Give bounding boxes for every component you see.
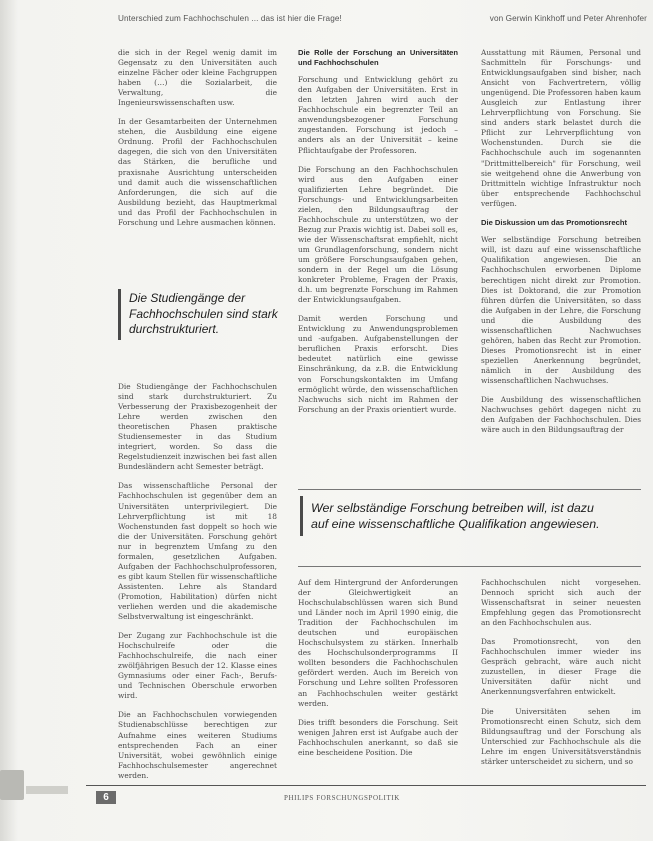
header-title: Unterschied zum Fachhochschulen ... das ist hier die Frage! <box>118 14 342 23</box>
section-heading-promotion: Die Diskussion um das Promotionsrecht <box>481 217 628 227</box>
pull-quote-rule-top <box>298 489 641 490</box>
running-header <box>118 14 647 23</box>
pull-quote-1: Die Studiengänge der Fachhochschulen sind stark durchstrukturiert. <box>118 289 281 340</box>
footer-rule <box>86 785 646 786</box>
paragraph: Die an Fachhochschulen vorwiegenden Studienabschlüsse berechtigen zur Aufnahme eines weiteren Studiums entsprechenden Fach an einer Universität, wobei gewöhnlich einige Fachhochschulsemester angerechnet werden. <box>118 710 277 780</box>
paragraph: die sich in der Regel wenig damit im Gegensatz zu den Universitäten auch einzelne Fächer oder kleine Fachgruppen haben (…) die Sozialarbeit, die Verwaltung, die Ingenieurswissenschaften usw. <box>118 48 277 108</box>
scan-edge-strip <box>26 786 68 794</box>
column-2-bottom <box>298 578 458 767</box>
paragraph: Wer selbständige Forschung betreiben will, ist dazu auf eine wissenschaftliche Qualifikation angewiesen. Die an Fachhochschulen erworbenen Diplome berechtigen nicht direkt zur Promotion. Dies ist Doktorand, die zur Promotion führen dürfen die Universitäten, so dass die Aufgaben in der Lehre, die Forschung und die Ausbildung des wissenschaftlichen Nachwuchses gehören, haben das Recht zur Promotion. Dieses Promotionsrecht ist in einer speziellen Anerkennung begründet, nämlich in der Ausbildung des wissenschaftlichen Nachwuchses. <box>481 235 641 385</box>
column-1-bottom <box>118 382 277 790</box>
paragraph: Auf dem Hintergrund der Anforderungen der Gleichwertigkeit an Hochschulabschlüssen waren sich Bund und Länder noch im April 1990 einig, die Tradition der Fachhochschulen im deutschen und europäischen Hochschulsystem zu stärken. Innerhalb des Hochschulsonderprogramms II wollten besonders die Fachhochschulen gefördert werden. Auch im Bereich von Forschung und Lehre sollten Professoren an Fachhochschulen weiter gestärkt werden. <box>298 578 458 708</box>
paragraph: Fachhochschulen nicht vorgesehen. Dennoch spricht sich auch der Wissenschaftsrat in seiner neuesten Empfehlung gegen das Promotionsrecht an den Fachhochschulen aus. <box>481 578 641 628</box>
paragraph: Dies trifft besonders die Forschung. Seit wenigen Jahren erst ist Aufgabe auch der Fachhochschulen anerkannt, so daß sie eine bescheidene Position. Die <box>298 717 458 757</box>
paragraph: In der Gesamtarbeiten der Unternehmen stehen, die Ausbildung eine eigene Ordnung. Profil der Fachhochschulen dagegen, die sich von den Universitäten das Stärken, die berufliche und praxisnahe Ausrichtung unterscheiden und damit auch die wissenschaftlichen Anforderungen, die sich auf die Ausbildung bezieht, das Hauptmerkmal und das Profil der Fachhochschulen in Forschung und Lehre ausmachen können. <box>118 117 277 227</box>
paragraph: Die Studiengänge der Fachhochschulen sind stark durchstrukturiert. Zu Verbesserung der Praxisbezogenheit der Lehre werden zwischen den theoretischen Phasen praktische Studiensemester in das Studium integriert, worden. So dass die Regelstudienzeit inzwischen bei fast allen Bundesländern acht Semester beträgt. <box>118 382 277 472</box>
paragraph: Das Promotionsrecht, von den Fachhochschulen immer wieder ins Gespräch gebracht, wäre auch nicht zuzustellen, in dieser Frage die Universitäten dafür nicht und Anerkennungsverfahren entwickelt. <box>481 637 641 697</box>
paragraph: Forschung und Entwicklung gehört zu den Aufgaben der Universitäten. Erst in den letzten Jahren wird auch der Fachhochschule ein begrenzter Teil an anwendungsbezogener Forschung zugestanden. Forschung ist jedoch – anders als an der Universität – keine Pflichtaufgabe der Professoren. <box>298 75 458 155</box>
section-heading-research: Die Rolle der Forschung an Universitäten und Fachhochschulen <box>298 48 458 67</box>
paragraph: Die Ausbildung des wissenschaftlichen Nachwuchses gehört dagegen nicht zu den Aufgaben der Fachhochschulen. Dies wäre auch in den Bildungsauftrag der <box>481 395 641 435</box>
column-3-bottom <box>481 578 641 776</box>
scan-edge-mark <box>0 770 24 800</box>
paragraph: Der Zugang zur Fachhochschule ist die Hochschulreife oder die Fachhochschulreife, die nach einer zwölfjährigen Besuch der 12. Klasse eines Gymnasiums oder einer Fach-, Berufs- und Technischen Oberschule erworben wird. <box>118 631 277 701</box>
paragraph: Die Universitäten sehen im Promotionsrecht einen Schutz, sich dem Bildungsauftrag und der Forschung als Unterschied zur Fachhochschule als die Lehre im engen Universitätsverständnis stärker unterscheidet zu sichern, und so <box>481 706 641 766</box>
pull-quote-2: Wer selbständige Forschung betreiben will, ist dazu auf eine wissenschaftliche Qualifikation angewiesen. <box>300 496 611 536</box>
column-3-top <box>481 48 641 444</box>
paragraph: Die Forschung an den Fachhochschulen wird aus den Aufgaben einer qualifizierten Lehre begründet. Die Forschungs- und Entwicklungsarbeiten zielen, den Bildungsauftrag der Fachhochschule zu unterstützen, wo der Bezug zur Praxis wichtig ist. Dabei soll es, wie der Wissenschaftsrat empfiehlt, nicht um Grundlagenforschung, sondern nicht um größere Forschungsaufgaben gehen, sondern in der Regel um die Lösung konkreter Probleme, Fragen der Praxis, d.h. um begrenzte Forschung im Rahmen der Entwicklungsaufgaben. <box>298 164 458 305</box>
column-2-top <box>298 48 458 424</box>
column-1-top <box>118 48 277 237</box>
page-number: 6 <box>96 791 116 804</box>
header-authors: von Gerwin Kinkhoff und Peter Ahrenhofer <box>489 14 647 23</box>
paragraph: Ausstattung mit Räumen, Personal und Sachmitteln für Forschungs- und Entwicklungsaufgaben sind bisher, nach Ansicht von Fachvertretern, völlig ungenügend. Die Professoren haben kaum Ausgleich zur Entlastung ihrer Lehrverpflichtung von Forschung. Sie sind anders stark belastet durch die Pflicht zur Lehrverpflichtung von Wochenstunden. Durch sie die Fachhochschule auch im sogenannten "Drittmittelbereich" für Forschung, weil sie weitgehend ohne die Anwerbung von Drittmitteln wichtige Infrastruktur noch über entsprechende Fachhochschul verfügen. <box>481 48 641 208</box>
pull-quote-rule-bottom <box>298 566 641 567</box>
footer-magazine-title: PHILIPS FORSCHUNGSPOLITIK <box>284 794 400 802</box>
paragraph: Das wissenschaftliche Personal der Fachhochschulen ist gegenüber dem an Universitäten unterprivilegiert. Die Lehrverpflichtung ist mit 18 Wochenstunden fast doppelt so hoch wie die der Universitäten. Forschung gehört nur in begrenztem Umfang zu den formalen, gesetzlichen Aufgaben. Aufgaben der Fachhochschulprofessoren, es gibt kaum Stellen für wissenschaftliche Assistenten. Lehre als Standard (Promotion, Habilitation) dürfen nicht verliehen werden und die akademische Selbstverwaltung ist eingeschränkt. <box>118 481 277 622</box>
paragraph: Damit werden Forschung und Entwicklung zu Anwendungsproblemen und -aufgaben. Aufgabenstellungen der beruflichen Praxis erforscht. Dies bedeutet natürlich eine gewisse Einschränkung, da z.B. die Entwicklung von Forschungskontakten im Umfang ermöglicht würde, den wissenschaftlichen Nachwuchs sich nicht im Rahmen der Forschung an der Praxis orientiert wurde. <box>298 314 458 414</box>
